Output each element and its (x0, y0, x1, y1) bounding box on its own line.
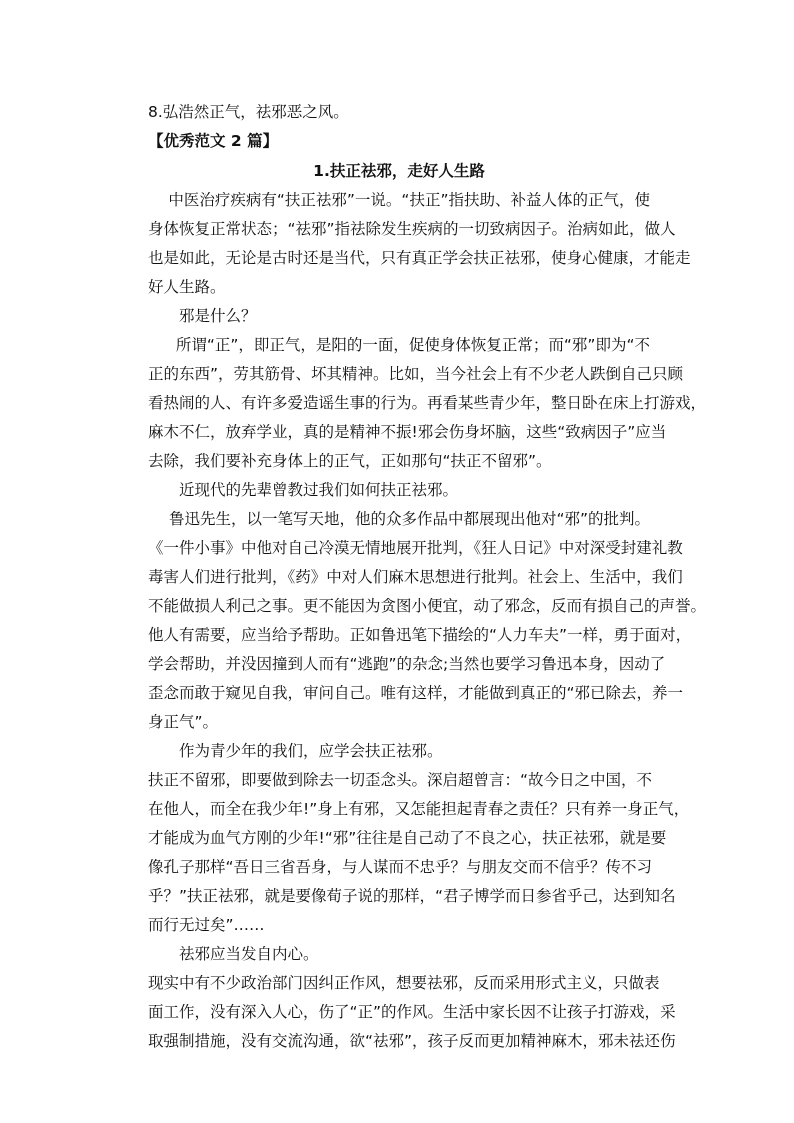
essay-paragraph (148, 302, 650, 331)
essay-paragraph (148, 331, 707, 476)
paragraph-line (148, 505, 650, 534)
paragraph-indent (148, 505, 169, 534)
paragraph-line: 在他人，而全在我少年!”身上有邪，又怎能担起青春之责任？只有养一身正气， (148, 800, 690, 818)
paragraph-line: 他人有需要，应当给予帮助。正如鲁迅笔下描绘的“人力车夫”一样，勇于面对， (148, 626, 692, 644)
paragraph-line: 身正气”。 (148, 713, 219, 731)
paragraph-line: 好人生路。 (148, 278, 226, 296)
paragraph-line (148, 331, 650, 360)
essay-paragraph (148, 969, 676, 1056)
paragraph-line: 毒害人们进行批判，《药》中对人们麻木思想进行批判。社会上、生活中，我们 (148, 568, 683, 586)
paragraph-text: 近现代的先辈曾教过我们如何扶正祛邪。 (179, 481, 459, 499)
paragraph-line: 看热闹的人、有许多爱造谣生事的行为。再看某些青少年，整日卧在床上打游戏， (148, 394, 707, 412)
paragraph-line: 去除，我们要补充身体上的正气，正如那句“扶正不留邪”。 (148, 452, 552, 470)
essay-title: 1.扶正祛邪，走好人生路 (313, 162, 485, 180)
paragraph-line: 正的东西”，劳其筋骨、坏其精神。比如，当今社会上有不少老人跌倒自己只顾 (148, 365, 684, 383)
document-body (148, 98, 707, 1056)
essay-paragraphs (148, 186, 707, 1056)
paragraph-line (148, 940, 650, 969)
section-label: 【优秀范文 2 篇】 (148, 132, 279, 150)
essay-paragraph (148, 737, 650, 766)
paragraph-line: 歪念而敢于窥见自我，审问自己。唯有这样，才能做到真正的“邪已除去，养一 (148, 684, 684, 702)
paragraph-line: 身体恢复正常状态；“祛邪”指祛除发生疾病的一切致病因子。治病如此，做人 (148, 220, 676, 238)
paragraph-text: 祛邪应当发自内心。 (179, 945, 319, 963)
paragraph-line: 也是如此，无论是古时还是当代，只有真正学会扶正祛邪，使身心健康，才能走 (148, 249, 691, 267)
essay-paragraph (148, 766, 690, 940)
paragraph-indent (148, 331, 176, 360)
paragraph-line (148, 766, 653, 795)
paragraph-line (148, 737, 650, 766)
paragraph-line (148, 476, 650, 505)
paragraph-line: 麻木不仁，放弃学业，真的是精神不振!邪会伤身坏脑，这些“致病因子”应当 (148, 423, 667, 441)
paragraph-line: 学会帮助，并没因撞到人而有“逃跑”的杂念;当然也要学习鲁迅本身，因动了 (148, 655, 666, 673)
paragraph-line (148, 302, 650, 331)
point-8-line: 8.弘浩然正气，祛邪恶之风。 (148, 103, 349, 121)
paragraph-line: 取强制措施，没有交流沟通，欲“祛邪”，孩子反而更加精神麻木，邪未祛还伤 (148, 1032, 676, 1050)
paragraph-text: 邪是什么？ (179, 307, 257, 325)
essay-paragraph (148, 186, 691, 302)
paragraph-line: 而行无过矣”…… (148, 916, 265, 934)
paragraph-line: 乎？”扶正祛邪，就是要像荀子说的那样，“君子博学而日参省乎己，达到知名 (148, 887, 676, 905)
paragraph-line (148, 186, 650, 215)
paragraph-text: 所谓“正”，即正气，是阳的一面，促使身体恢复正常；而“邪”即为“不 (175, 336, 650, 354)
essay-paragraph (148, 940, 650, 969)
paragraph-line: 不能做损人利己之事。更不能因为贪图小便宜，动了邪念，反而有损自己的声誉。 (148, 597, 707, 615)
essay-paragraph (148, 505, 707, 737)
paragraph-text: 现实中有不少政治部门因纠正作风，想要祛邪，反而采用形式主义，只做表 (148, 974, 660, 992)
paragraph-text: 扶正不留邪，即要做到除去一切歪念头。深启超曾言：“故今日之中国，不 (148, 771, 653, 789)
essay-paragraph (148, 476, 650, 505)
paragraph-text: 鲁迅先生，以一笔写天地，他的众多作品中都展现出他对“邪”的批判。 (168, 510, 650, 528)
paragraph-line: 《一件小事》中他对自己冷漠无情地展开批判，《狂人日记》中对深受封建礼教 (148, 539, 683, 557)
paragraph-text: 中医治疗疾病有“扶正祛邪”一说。“扶正”指扶助、补益人体的正气，使 (168, 191, 650, 209)
paragraph-indent (148, 186, 168, 215)
paragraph-line: 才能成为血气方刚的少年!“邪”往往是自己动了不良之心，扶正祛邪，就是要 (148, 829, 667, 847)
paragraph-line: 面工作，没有深入人心，伤了“正”的作风。生活中家长因不让孩子打游戏，采 (148, 1003, 676, 1021)
paragraph-line (148, 969, 660, 998)
paragraph-text: 作为青少年的我们，应学会扶正祛邪。 (179, 742, 443, 760)
paragraph-line: 像孔子那样“吾日三省吾身，与人谋而不忠乎？与朋友交而不信乎？传不习 (148, 858, 653, 876)
